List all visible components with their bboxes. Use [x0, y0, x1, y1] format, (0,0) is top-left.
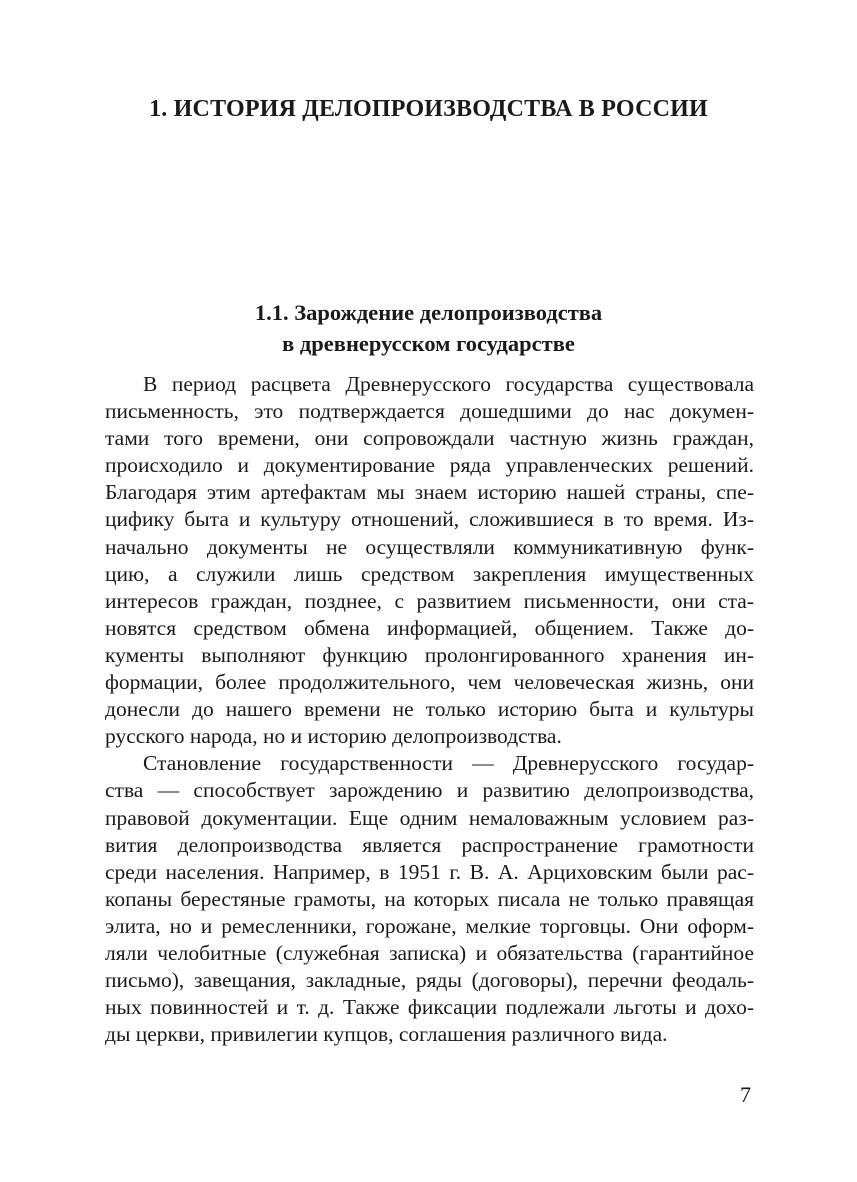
text-line: письменность, это подтверждается дошедшими до нас докумен-	[105, 399, 754, 424]
text-line: новятся средством обмена информацией, общением. Также до-	[105, 615, 754, 640]
text-line: кументы выполняют функцию пролонгированного хранения ин-	[105, 642, 754, 667]
text-line: ды церкви, привилегии купцов, соглашения различного вида.	[105, 1022, 668, 1047]
text-line: вития делопроизводства является распространение грамотности	[105, 832, 754, 857]
text-line: ляли челобитные (служебная записка) и обязательства (гарантийное	[105, 940, 754, 965]
text-line: происходило и документирование ряда управленческих решений.	[105, 453, 754, 478]
text-line: цифику быта и культуру отношений, сложившиеся в то время. Из-	[105, 507, 754, 532]
text-line: среди населения. Например, в 1951 г. В. А. Арциховским были рас-	[105, 859, 754, 884]
text-line: интересов граждан, позднее, с развитием письменности, они ста-	[105, 588, 754, 613]
text-line: русского народа, но и историю делопроизводства.	[105, 724, 562, 749]
text-line: письмо), завещания, закладные, ряды (договоры), перечни феодаль-	[105, 968, 754, 993]
chapter-title: 1. ИСТОРИЯ ДЕЛОПРОИЗВОДСТВА В РОССИИ	[149, 96, 708, 122]
text-line: тами того времени, они сопровождали частную жизнь граждан,	[105, 426, 754, 451]
text-line: донесли до нашего времени не только историю быта и культуры	[105, 697, 754, 722]
paragraph-2	[105, 750, 754, 1048]
section-title-line-2: в древнерусском государстве	[282, 331, 575, 356]
text-line: копаны берестяные грамоты, на которых писала не только правящая	[105, 886, 754, 911]
text-line: Становление государственности — Древнерусского государ-	[143, 751, 754, 776]
text-line: правовой документации. Еще одним немаловажным условием раз-	[105, 805, 754, 830]
text-line: формации, более продолжительного, чем человеческая жизнь, они	[105, 670, 754, 695]
text-line: элита, но и ремесленники, горожане, мелкие торговцы. Они оформ-	[105, 913, 754, 938]
section-title-line-1: 1.1. Зарождение делопроизводства	[254, 300, 603, 325]
text-line: начально документы не осуществляли коммуникативную функ-	[105, 534, 754, 559]
text-line: цию, а служили лишь средством закрепления имущественных	[105, 561, 754, 586]
text-line: В период расцвета Древнерусского государства существовала	[143, 372, 754, 396]
body-text	[105, 371, 754, 1048]
text-line: ства — способствует зарождению и развитию делопроизводства,	[105, 778, 754, 803]
text-line: ных повинностей и т. д. Также фиксации подлежали льготы и дохо-	[105, 995, 754, 1020]
text-line: Благодаря этим артефактам мы знаем историю нашей страны, спе-	[105, 480, 754, 505]
section-title	[0, 297, 857, 359]
paragraph-1	[105, 371, 754, 750]
page-number: 7	[740, 1082, 751, 1107]
